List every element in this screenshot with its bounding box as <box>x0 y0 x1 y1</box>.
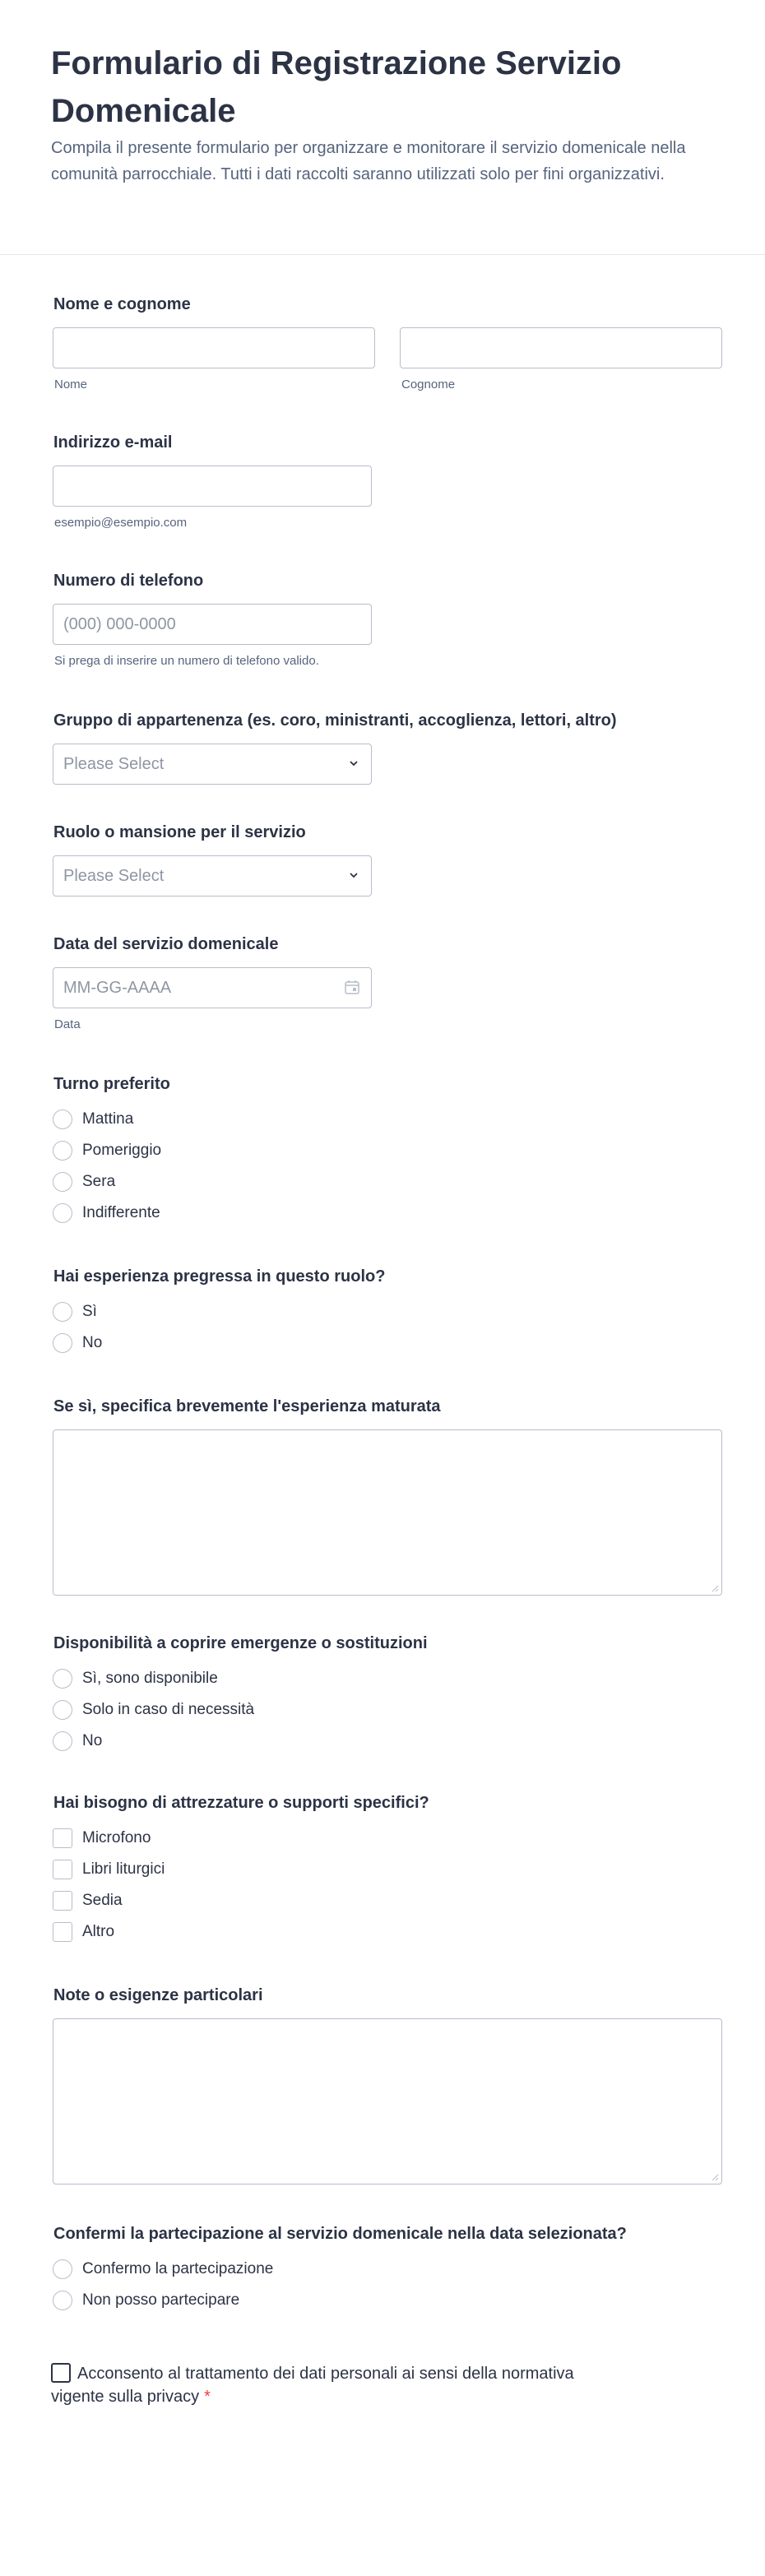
notes-field <box>53 1984 722 2185</box>
confirm-option-no[interactable] <box>53 2285 627 2316</box>
experience-detail-label: Se sì, specifica brevemente l'esperienza maturata <box>53 1397 441 1415</box>
shift-field <box>53 1073 170 1229</box>
equipment-label: Hai bisogno di attrezzature o supporti specifici? <box>53 1794 429 1812</box>
availability-field <box>53 1632 428 1757</box>
radio-button[interactable] <box>53 2291 72 2310</box>
availability-option-no[interactable] <box>53 1726 428 1757</box>
option-label: Mattina <box>82 1110 134 1128</box>
option-label: Solo in caso di necessità <box>82 1701 255 1718</box>
equipment-option-altro[interactable] <box>53 1916 429 1948</box>
first-name-input[interactable] <box>53 327 375 368</box>
option-label: Altro <box>82 1923 115 1940</box>
checkbox[interactable] <box>53 1860 72 1879</box>
form-subtitle: Compila il presente formulario per organizzare e monitorare il servizio domenicale nella comunità parrocchiale. Tutti i dati raccolti saranno utilizzati solo per fini organizzativi. <box>51 139 686 183</box>
chevron-down-icon <box>349 870 359 880</box>
option-label: Indifferente <box>82 1204 160 1221</box>
radio-button[interactable] <box>53 1700 72 1720</box>
date-label: Data del servizio domenicale <box>53 935 279 953</box>
phone-sublabel: Si prega di inserire un numero di telefono valido. <box>54 654 319 668</box>
equipment-option-microfono[interactable] <box>53 1823 429 1854</box>
shift-label: Turno preferito <box>53 1075 170 1093</box>
shift-option-pomeriggio[interactable] <box>53 1135 170 1166</box>
form-title: Formulario di Registrazione Servizio Domenicale <box>51 45 622 129</box>
equipment-option-sedia[interactable] <box>53 1885 429 1916</box>
radio-button[interactable] <box>53 1203 72 1223</box>
email-field <box>53 431 372 531</box>
notes-label: Note o esigenze particolari <box>53 1986 263 2004</box>
equipment-option-libri[interactable] <box>53 1854 429 1885</box>
radio-button[interactable] <box>53 2259 72 2279</box>
radio-button[interactable] <box>53 1731 72 1751</box>
consent-field <box>51 2362 627 2408</box>
option-label: No <box>82 1334 103 1351</box>
option-label: No <box>82 1732 103 1749</box>
email-input[interactable] <box>53 466 372 507</box>
shift-option-sera[interactable] <box>53 1166 170 1198</box>
experience-detail-textarea[interactable] <box>53 1429 722 1596</box>
phone-field <box>53 569 372 669</box>
group-field <box>53 709 617 785</box>
name-field <box>53 293 722 393</box>
option-label: Sì, sono disponibile <box>82 1670 218 1687</box>
radio-button[interactable] <box>53 1172 72 1192</box>
first-name-sublabel: Nome <box>54 378 88 391</box>
option-label: Libri liturgici <box>82 1860 165 1878</box>
resize-handle-icon[interactable] <box>711 2173 719 2181</box>
form-header <box>0 0 765 255</box>
experience-label: Hai esperienza pregressa in questo ruolo? <box>53 1267 386 1286</box>
role-select[interactable]: Please Select <box>53 855 372 897</box>
checkbox[interactable] <box>53 1922 72 1942</box>
group-select[interactable]: Please Select <box>53 744 372 785</box>
option-label: Sera <box>82 1173 116 1190</box>
phone-label: Numero di telefono <box>53 572 204 590</box>
email-label: Indirizzo e-mail <box>53 433 173 452</box>
availability-label: Disponibilità a coprire emergenze o sostituzioni <box>53 1634 428 1652</box>
radio-button[interactable] <box>53 1110 72 1129</box>
last-name-input[interactable] <box>400 327 722 368</box>
availability-option-yes[interactable] <box>53 1663 428 1694</box>
experience-option-no[interactable] <box>53 1327 385 1359</box>
experience-detail-field <box>53 1395 722 1596</box>
consent-label: Acconsento al trattamento dei dati personali ai sensi della normativa vigente sulla privacy <box>51 2365 574 2406</box>
required-mark: * <box>204 2388 211 2406</box>
experience-field <box>53 1265 385 1359</box>
phone-input[interactable]: (000) 000-0000 <box>53 604 372 645</box>
date-sublabel: Data <box>54 1017 81 1031</box>
radio-button[interactable] <box>53 1669 72 1689</box>
group-label: Gruppo di appartenenza (es. coro, ministranti, accoglienza, lettori, altro) <box>53 711 617 730</box>
option-label: Non posso partecipare <box>82 2291 240 2309</box>
checkbox[interactable] <box>53 1891 72 1911</box>
date-field <box>53 933 372 1033</box>
radio-button[interactable] <box>53 1141 72 1161</box>
consent-text <box>51 2362 627 2408</box>
calendar-icon[interactable] <box>344 979 360 995</box>
option-label: Sì <box>82 1303 97 1320</box>
name-label: Nome e cognome <box>53 295 191 313</box>
radio-button[interactable] <box>53 1333 72 1353</box>
checkbox[interactable] <box>53 1828 72 1848</box>
email-sublabel: esempio@esempio.com <box>54 516 188 530</box>
equipment-field <box>53 1791 429 1948</box>
date-input[interactable]: MM-GG-AAAA <box>53 967 372 1008</box>
option-label: Sedia <box>82 1892 123 1909</box>
availability-option-if-needed[interactable] <box>53 1694 428 1726</box>
experience-option-yes[interactable] <box>53 1296 385 1327</box>
shift-option-indifferente[interactable] <box>53 1198 170 1229</box>
option-label: Pomeriggio <box>82 1142 162 1159</box>
notes-textarea[interactable] <box>53 2018 722 2185</box>
consent-checkbox[interactable] <box>51 2363 71 2383</box>
option-label: Confermo la partecipazione <box>82 2260 274 2277</box>
resize-handle-icon[interactable] <box>711 1584 719 1592</box>
radio-button[interactable] <box>53 1302 72 1322</box>
confirm-field <box>53 2222 627 2316</box>
confirm-label: Confermi la partecipazione al servizio domenicale nella data selezionata? <box>53 2225 627 2243</box>
last-name-sublabel: Cognome <box>401 378 456 391</box>
confirm-option-yes[interactable] <box>53 2254 627 2285</box>
option-label: Microfono <box>82 1829 151 1846</box>
role-label: Ruolo o mansione per il servizio <box>53 823 306 841</box>
role-field <box>53 821 372 897</box>
shift-option-mattina[interactable] <box>53 1104 170 1135</box>
chevron-down-icon <box>349 758 359 768</box>
